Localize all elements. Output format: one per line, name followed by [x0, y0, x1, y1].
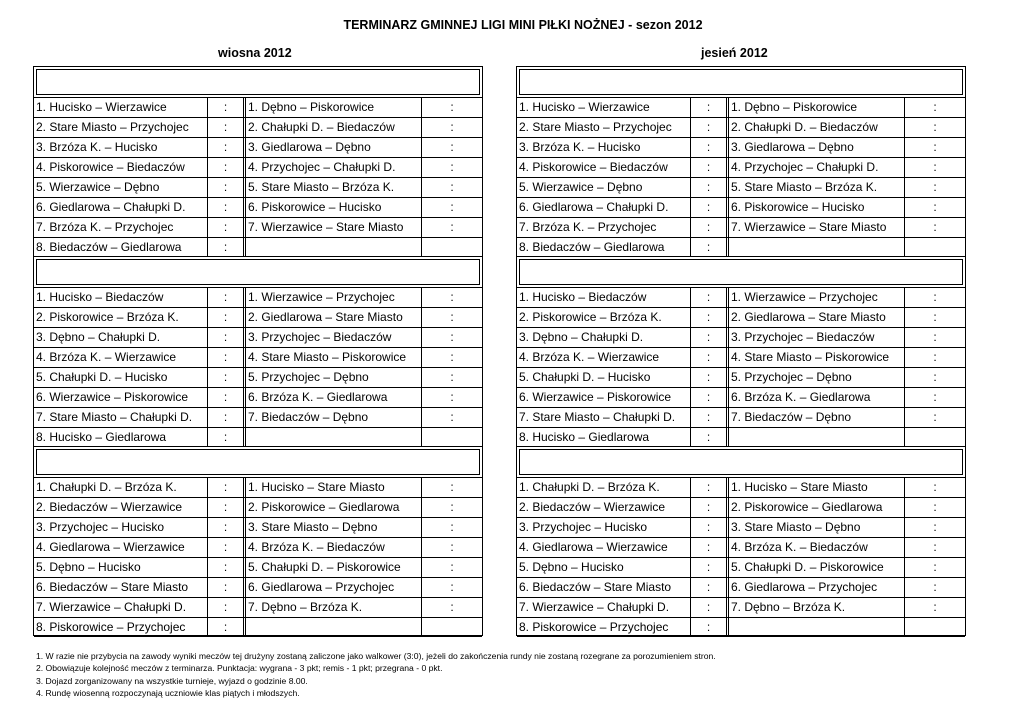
match-cell-2: 3. Stare Miasto – Dębno — [729, 518, 905, 537]
match-cell-1: 1. Hucisko – Wierzawice — [34, 98, 208, 117]
match-cell-2 — [246, 618, 422, 636]
match-row — [34, 427, 482, 447]
match-cell-2: 1. Hucisko – Stare Miasto — [729, 478, 905, 497]
match-cell-2: 6. Giedlarowa – Przychojec — [729, 578, 905, 597]
match-row — [34, 387, 482, 407]
score-cell-2: : — [933, 500, 937, 514]
score-cell-1: : — [691, 388, 729, 407]
score-cell-2: : — [933, 370, 937, 384]
score-cell-2: : — [933, 100, 937, 114]
match-cell-1: 3. Przychojec – Hucisko — [517, 518, 691, 537]
score-cell-2 — [422, 618, 482, 636]
match-cell-1: 5. Chałupki D. – Hucisko — [517, 368, 691, 387]
score-cell-2 — [905, 618, 965, 636]
match-cell-1: 4. Piskorowice – Biedaczów — [34, 158, 208, 177]
score-cell-2: : — [933, 580, 937, 594]
match-row — [34, 517, 482, 537]
note-4: 4. Rundę wiosenną rozpoczynają uczniowie klas piątych i młodszych. — [36, 687, 300, 698]
round-block — [34, 69, 482, 257]
score-cell-1: : — [208, 558, 246, 577]
match-row — [517, 577, 965, 597]
score-cell-2: : — [450, 290, 454, 304]
match-cell-2: 5. Chałupki D. – Piskorowice — [246, 558, 422, 577]
match-row — [34, 157, 482, 177]
match-cell-2: 2. Chałupki D. – Biedaczów — [246, 118, 422, 137]
match-cell-1: 6. Wierzawice – Piskorowice — [517, 388, 691, 407]
match-cell-1: 3. Dębno – Chałupki D. — [34, 328, 208, 347]
notes-section — [36, 650, 716, 699]
match-cell-1: 1. Hucisko – Biedaczów — [517, 288, 691, 307]
match-cell-1: 8. Hucisko – Giedlarowa — [517, 428, 691, 446]
score-cell-2: : — [450, 120, 454, 134]
match-cell-2: 6. Brzóza K. – Giedlarowa — [246, 388, 422, 407]
score-cell-1: : — [691, 238, 729, 256]
match-cell-2: 6. Piskorowice – Hucisko — [246, 198, 422, 217]
match-cell-1: 1. Hucisko – Biedaczów — [34, 288, 208, 307]
match-cell-2: 4. Stare Miasto – Piskorowice — [246, 348, 422, 367]
score-cell-2 — [905, 238, 965, 256]
match-cell-1: 8. Biedaczów – Giedlarowa — [34, 238, 208, 256]
match-row — [34, 347, 482, 367]
score-cell-1: : — [691, 518, 729, 537]
match-row — [517, 137, 965, 157]
score-cell-2: : — [450, 480, 454, 494]
match-row — [34, 367, 482, 387]
match-cell-2: 5. Przychojec – Dębno — [246, 368, 422, 387]
round-header-cell — [519, 69, 963, 95]
score-cell-2: : — [933, 140, 937, 154]
score-cell-1: : — [208, 178, 246, 197]
score-cell-2: : — [933, 160, 937, 174]
match-cell-2: 4. Brzóza K. – Biedaczów — [246, 538, 422, 557]
match-cell-2: 6. Giedlarowa – Przychojec — [246, 578, 422, 597]
round-block — [517, 259, 965, 447]
match-cell-1: 7. Stare Miasto – Chałupki D. — [517, 408, 691, 427]
match-cell-1: 6. Biedaczów – Stare Miasto — [517, 578, 691, 597]
match-cell-2: 2. Giedlarowa – Stare Miasto — [246, 308, 422, 327]
score-cell-2: : — [450, 180, 454, 194]
score-cell-2: : — [933, 600, 937, 614]
score-cell-2: : — [933, 330, 937, 344]
match-cell-1: 2. Biedaczów – Wierzawice — [34, 498, 208, 517]
round-header-cell — [36, 259, 480, 285]
match-cell-1: 4. Giedlarowa – Wierzawice — [34, 538, 208, 557]
match-cell-2 — [729, 428, 905, 446]
match-cell-2: 3. Giedlarowa – Dębno — [729, 138, 905, 157]
match-cell-1: 5. Wierzawice – Dębno — [517, 178, 691, 197]
score-cell-1: : — [208, 578, 246, 597]
match-row — [517, 517, 965, 537]
match-cell-2: 1. Dębno – Piskorowice — [246, 98, 422, 117]
score-cell-2: : — [450, 310, 454, 324]
score-cell-1: : — [208, 98, 246, 117]
score-cell-1: : — [208, 138, 246, 157]
round-block — [517, 449, 965, 637]
score-cell-2: : — [450, 100, 454, 114]
match-cell-2: 2. Piskorowice – Giedlarowa — [729, 498, 905, 517]
match-row — [517, 217, 965, 237]
score-cell-2 — [422, 238, 482, 256]
match-cell-2: 1. Wierzawice – Przychojec — [729, 288, 905, 307]
match-cell-2: 3. Giedlarowa – Dębno — [246, 138, 422, 157]
score-cell-1: : — [208, 288, 246, 307]
score-cell-1: : — [691, 308, 729, 327]
match-cell-2: 7. Wierzawice – Stare Miasto — [729, 218, 905, 237]
score-cell-2: : — [933, 480, 937, 494]
match-cell-1: 4. Brzóza K. – Wierzawice — [34, 348, 208, 367]
match-cell-2: 5. Przychojec – Dębno — [729, 368, 905, 387]
match-cell-2: 1. Dębno – Piskorowice — [729, 98, 905, 117]
score-cell-2: : — [450, 600, 454, 614]
score-cell-1: : — [691, 178, 729, 197]
score-cell-2: : — [450, 330, 454, 344]
match-cell-1: 8. Piskorowice – Przychojec — [517, 618, 691, 636]
score-cell-1: : — [208, 388, 246, 407]
match-row — [517, 407, 965, 427]
match-row — [34, 597, 482, 617]
score-cell-1: : — [691, 538, 729, 557]
score-cell-2: : — [450, 520, 454, 534]
match-cell-2: 2. Piskorowice – Giedlarowa — [246, 498, 422, 517]
score-cell-1: : — [208, 328, 246, 347]
match-row — [517, 117, 965, 137]
score-cell-1: : — [208, 498, 246, 517]
match-cell-1: 5. Dębno – Hucisko — [34, 558, 208, 577]
match-cell-1: 3. Przychojec – Hucisko — [34, 518, 208, 537]
score-cell-1: : — [208, 368, 246, 387]
score-cell-1: : — [691, 158, 729, 177]
match-cell-1: 2. Stare Miasto – Przychojec — [517, 118, 691, 137]
match-cell-1: 2. Piskorowice – Brzóza K. — [517, 308, 691, 327]
match-row — [34, 137, 482, 157]
score-cell-1: : — [691, 618, 729, 636]
score-cell-1: : — [691, 138, 729, 157]
season-heading-autumn: jesień 2012 — [701, 46, 768, 60]
round-header-cell — [36, 69, 480, 95]
note-1: 1. W razie nie przybycia na zawody wyniki meczów tej drużyny zostaną zaliczone jako walkower (3:0), jeżeli do zakończenia rundy nie zostaną rozegrane za porozumieniem stron. — [36, 651, 716, 661]
score-cell-2: : — [933, 200, 937, 214]
match-cell-1: 6. Biedaczów – Stare Miasto — [34, 578, 208, 597]
score-cell-2 — [422, 428, 482, 446]
match-row — [517, 237, 965, 257]
score-cell-1: : — [691, 198, 729, 217]
score-cell-1: : — [208, 618, 246, 636]
match-cell-2: 7. Biedaczów – Dębno — [729, 408, 905, 427]
score-cell-2: : — [933, 350, 937, 364]
score-cell-1: : — [208, 428, 246, 446]
match-row — [517, 157, 965, 177]
score-cell-1: : — [208, 238, 246, 256]
match-cell-1: 1. Hucisko – Wierzawice — [517, 98, 691, 117]
match-row — [517, 97, 965, 117]
score-cell-1: : — [691, 348, 729, 367]
match-cell-2 — [729, 238, 905, 256]
match-cell-2: 2. Chałupki D. – Biedaczów — [729, 118, 905, 137]
score-cell-1: : — [691, 98, 729, 117]
match-cell-1: 5. Wierzawice – Dębno — [34, 178, 208, 197]
score-cell-1: : — [208, 198, 246, 217]
score-cell-2: : — [450, 390, 454, 404]
score-cell-2: : — [933, 520, 937, 534]
score-cell-1: : — [208, 308, 246, 327]
match-row — [517, 477, 965, 497]
score-cell-2: : — [450, 410, 454, 424]
round-block — [34, 449, 482, 637]
match-cell-1: 1. Chałupki D. – Brzóza K. — [34, 478, 208, 497]
round-block — [517, 69, 965, 257]
match-row — [34, 557, 482, 577]
match-row — [34, 307, 482, 327]
match-cell-2: 6. Piskorowice – Hucisko — [729, 198, 905, 217]
score-cell-1: : — [208, 598, 246, 617]
score-cell-2: : — [450, 200, 454, 214]
score-cell-1: : — [208, 478, 246, 497]
match-cell-1: 7. Brzóza K. – Przychojec — [517, 218, 691, 237]
match-cell-1: 8. Biedaczów – Giedlarowa — [517, 238, 691, 256]
match-row — [517, 307, 965, 327]
score-cell-2: : — [450, 580, 454, 594]
match-cell-2 — [246, 428, 422, 446]
match-cell-2: 3. Stare Miasto – Dębno — [246, 518, 422, 537]
round-header-cell — [36, 449, 480, 475]
score-cell-1: : — [691, 428, 729, 446]
score-cell-1: : — [691, 478, 729, 497]
match-cell-1: 4. Brzóza K. – Wierzawice — [517, 348, 691, 367]
score-cell-1: : — [691, 408, 729, 427]
schedule-table-spring — [33, 66, 483, 636]
page-title: TERMINARZ GMINNEJ LIGI MINI PIŁKI NOŻNEJ - sezon 2012 — [343, 18, 703, 32]
score-cell-2: : — [933, 290, 937, 304]
score-cell-1: : — [208, 538, 246, 557]
match-cell-2: 3. Przychojec – Biedaczów — [246, 328, 422, 347]
match-cell-1: 3. Brzóza K. – Hucisko — [34, 138, 208, 157]
score-cell-2: : — [933, 540, 937, 554]
match-row — [34, 577, 482, 597]
score-cell-1: : — [691, 498, 729, 517]
score-cell-1: : — [691, 578, 729, 597]
match-cell-2: 1. Hucisko – Stare Miasto — [246, 478, 422, 497]
note-2: 2. Obowiązuje kolejność meczów z terminarza. Punktacja: wygrana - 3 pkt; remis - 1 pkt; przegrana - 0 pkt. — [36, 663, 443, 674]
match-row — [34, 617, 482, 637]
match-cell-1: 5. Chałupki D. – Hucisko — [34, 368, 208, 387]
match-row — [517, 367, 965, 387]
score-cell-1: : — [208, 408, 246, 427]
match-row — [34, 537, 482, 557]
score-cell-1: : — [691, 218, 729, 237]
round-block — [34, 259, 482, 447]
match-row — [517, 497, 965, 517]
match-cell-2: 7. Dębno – Brzóza K. — [246, 598, 422, 617]
score-cell-1: : — [208, 158, 246, 177]
score-cell-2: : — [450, 350, 454, 364]
match-row — [34, 477, 482, 497]
match-row — [517, 597, 965, 617]
score-cell-1: : — [208, 218, 246, 237]
match-cell-1: 7. Wierzawice – Chałupki D. — [34, 598, 208, 617]
score-cell-2: : — [450, 540, 454, 554]
match-cell-2: 5. Stare Miasto – Brzóza K. — [246, 178, 422, 197]
match-cell-1: 4. Piskorowice – Biedaczów — [517, 158, 691, 177]
score-cell-1: : — [691, 288, 729, 307]
score-cell-2: : — [450, 160, 454, 174]
match-cell-2: 5. Stare Miasto – Brzóza K. — [729, 178, 905, 197]
match-row — [34, 97, 482, 117]
match-cell-2: 7. Dębno – Brzóza K. — [729, 598, 905, 617]
match-cell-1: 6. Giedlarowa – Chałupki D. — [517, 198, 691, 217]
note-3: 3. Dojazd zorganizowany na wszystkie turnieje, wyjazd o godzinie 8.00. — [36, 675, 308, 686]
match-row — [517, 287, 965, 307]
match-cell-2: 2. Giedlarowa – Stare Miasto — [729, 308, 905, 327]
match-cell-1: 1. Chałupki D. – Brzóza K. — [517, 478, 691, 497]
match-row — [517, 537, 965, 557]
score-cell-2: : — [933, 410, 937, 424]
match-row — [34, 117, 482, 137]
match-cell-1: 4. Giedlarowa – Wierzawice — [517, 538, 691, 557]
match-cell-2: 1. Wierzawice – Przychojec — [246, 288, 422, 307]
match-cell-1: 3. Brzóza K. – Hucisko — [517, 138, 691, 157]
match-row — [517, 177, 965, 197]
match-row — [517, 427, 965, 447]
round-header-cell — [519, 259, 963, 285]
score-cell-1: : — [691, 118, 729, 137]
match-row — [34, 407, 482, 427]
match-cell-2: 4. Stare Miasto – Piskorowice — [729, 348, 905, 367]
score-cell-2: : — [933, 220, 937, 234]
match-cell-1: 8. Piskorowice – Przychojec — [34, 618, 208, 636]
match-cell-2 — [246, 238, 422, 256]
score-cell-2: : — [450, 370, 454, 384]
match-cell-1: 3. Dębno – Chałupki D. — [517, 328, 691, 347]
match-cell-2: 7. Biedaczów – Dębno — [246, 408, 422, 427]
score-cell-2: : — [933, 390, 937, 404]
match-row — [517, 327, 965, 347]
score-cell-1: : — [691, 368, 729, 387]
score-cell-2: : — [450, 560, 454, 574]
match-cell-2 — [729, 618, 905, 636]
match-cell-1: 6. Wierzawice – Piskorowice — [34, 388, 208, 407]
score-cell-1: : — [208, 118, 246, 137]
match-row — [34, 217, 482, 237]
score-cell-1: : — [208, 348, 246, 367]
score-cell-1: : — [691, 328, 729, 347]
score-cell-2 — [905, 428, 965, 446]
match-cell-1: 7. Wierzawice – Chałupki D. — [517, 598, 691, 617]
match-row — [34, 177, 482, 197]
match-cell-1: 7. Brzóza K. – Przychojec — [34, 218, 208, 237]
match-row — [517, 557, 965, 577]
score-cell-1: : — [691, 558, 729, 577]
match-cell-1: 8. Hucisko – Giedlarowa — [34, 428, 208, 446]
match-row — [34, 287, 482, 307]
score-cell-1: : — [691, 598, 729, 617]
match-row — [517, 387, 965, 407]
score-cell-2: : — [933, 120, 937, 134]
match-row — [34, 237, 482, 257]
match-cell-1: 2. Stare Miasto – Przychojec — [34, 118, 208, 137]
score-cell-2: : — [450, 220, 454, 234]
match-row — [517, 347, 965, 367]
match-row — [34, 327, 482, 347]
match-cell-2: 7. Wierzawice – Stare Miasto — [246, 218, 422, 237]
season-heading-spring: wiosna 2012 — [218, 46, 292, 60]
score-cell-2: : — [933, 180, 937, 194]
match-cell-1: 2. Piskorowice – Brzóza K. — [34, 308, 208, 327]
round-header-cell — [519, 449, 963, 475]
match-cell-1: 5. Dębno – Hucisko — [517, 558, 691, 577]
match-row — [517, 197, 965, 217]
score-cell-2: : — [933, 310, 937, 324]
score-cell-2: : — [450, 500, 454, 514]
match-row — [517, 617, 965, 637]
match-cell-1: 7. Stare Miasto – Chałupki D. — [34, 408, 208, 427]
match-cell-1: 2. Biedaczów – Wierzawice — [517, 498, 691, 517]
match-cell-2: 5. Chałupki D. – Piskorowice — [729, 558, 905, 577]
match-cell-1: 6. Giedlarowa – Chałupki D. — [34, 198, 208, 217]
match-cell-2: 3. Przychojec – Biedaczów — [729, 328, 905, 347]
schedule-table-autumn — [516, 66, 966, 636]
match-cell-2: 4. Przychojec – Chałupki D. — [246, 158, 422, 177]
score-cell-2: : — [933, 560, 937, 574]
match-row — [34, 197, 482, 217]
match-cell-2: 4. Przychojec – Chałupki D. — [729, 158, 905, 177]
score-cell-1: : — [208, 518, 246, 537]
match-row — [34, 497, 482, 517]
score-cell-2: : — [450, 140, 454, 154]
match-cell-2: 6. Brzóza K. – Giedlarowa — [729, 388, 905, 407]
match-cell-2: 4. Brzóza K. – Biedaczów — [729, 538, 905, 557]
